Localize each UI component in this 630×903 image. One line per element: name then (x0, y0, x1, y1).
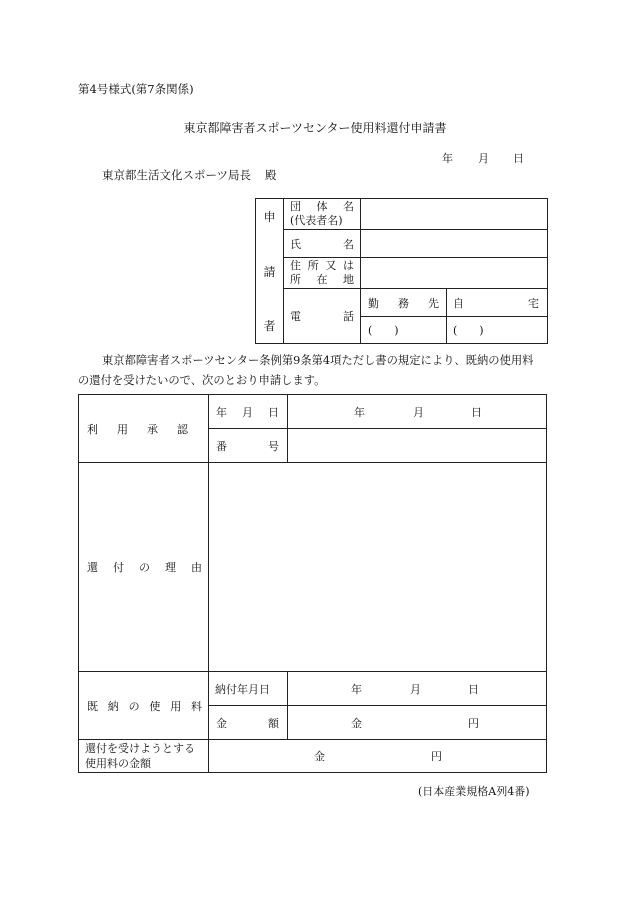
year-char: 年 (351, 682, 362, 696)
label-char: 額 (268, 716, 279, 730)
refund-label-cell (79, 740, 209, 773)
addressee (102, 167, 277, 183)
amount-prefix: 金 (351, 716, 362, 730)
refund-amount-field[interactable] (209, 740, 547, 773)
name-field[interactable] (361, 230, 548, 258)
date-year-label: 年 (442, 152, 453, 165)
label-char: 既 (87, 699, 98, 713)
applicant-table (255, 198, 548, 344)
label-char: 住 (290, 259, 301, 272)
side-char: 者 (263, 319, 276, 333)
year-char: 年 (354, 405, 365, 419)
label-char: 付 (113, 561, 124, 574)
reason-label-cell (79, 463, 209, 672)
label-char: の (139, 561, 150, 574)
label-char: 先 (428, 296, 439, 310)
side-char: 請 (263, 264, 276, 279)
label-char: 号 (268, 439, 279, 453)
paren-open: ( (368, 323, 373, 337)
label-char: 話 (343, 310, 354, 323)
label-char: 納 (107, 699, 119, 713)
label-char: 番 (216, 439, 227, 453)
representative-label: (代表者名) (290, 214, 343, 227)
paid-date-label-cell (209, 672, 288, 706)
label-char: 由 (191, 561, 202, 574)
applicant-side-label (256, 199, 284, 344)
label-char: 名 (343, 200, 354, 213)
form-title: 東京都障害者スポーツセンター使用料還付申請書 (183, 121, 447, 135)
home-label-cell (447, 289, 548, 317)
label-char: 氏 (290, 237, 301, 251)
label-char: 日 (268, 405, 279, 419)
work-phone-field[interactable] (361, 317, 447, 344)
paren-open: ( (453, 323, 458, 337)
body-line-2: の還付を受けたいので、次のとおり申請します。 (78, 374, 326, 387)
number-label-cell (209, 429, 288, 463)
label-char: の (128, 699, 140, 713)
label-char: 用 (117, 422, 128, 436)
amount-unit: 円 (431, 750, 442, 763)
label-char: 用 (170, 699, 182, 713)
approval-date-field[interactable] (288, 395, 547, 429)
number-field[interactable] (288, 429, 547, 463)
label-char: 電 (290, 310, 301, 323)
label-char: 宅 (528, 296, 539, 310)
work-label-cell (361, 289, 447, 317)
month-char: 月 (410, 682, 421, 696)
label-char: 使 (149, 699, 161, 713)
approval-date-label-cell (209, 395, 288, 429)
label-char: 年 (216, 405, 227, 419)
label-char: 金 (216, 716, 227, 730)
label-char: 認 (177, 422, 188, 436)
refund-table (78, 394, 547, 773)
label-char: 体 (316, 200, 328, 213)
address-field[interactable] (361, 258, 548, 289)
home-phone-field[interactable] (447, 317, 548, 344)
label-char: 還 (87, 561, 98, 574)
label-char: 理 (165, 561, 176, 574)
day-char: 日 (471, 405, 482, 419)
label-char: 料 (190, 699, 202, 713)
address-label-cell (284, 258, 361, 289)
name-label-cell (284, 230, 361, 258)
phone-label-cell (284, 289, 361, 344)
approval-label-cell (79, 395, 209, 463)
amount-field[interactable] (288, 706, 547, 740)
label-char: 在 (316, 273, 328, 286)
label-char: 所 (290, 273, 301, 286)
addressee-name: 東京都生活文化スポーツ局長 (102, 168, 252, 182)
amount-label-cell (209, 706, 288, 740)
label-char: 勤 (368, 296, 379, 310)
paid-date-field[interactable] (288, 672, 547, 706)
label-char: 務 (398, 296, 409, 310)
date-day-label: 日 (513, 152, 524, 165)
amount-prefix: 金 (314, 750, 325, 763)
label-char: 利 (87, 422, 98, 436)
refund-label-line-1: 還付を受けようとする (85, 742, 195, 755)
label-char: 又 (325, 259, 337, 272)
month-char: 月 (413, 405, 424, 419)
label-char: 自 (453, 296, 464, 310)
label-char: 所 (307, 259, 319, 272)
form-number: 第4号様式(第7条関係) (78, 82, 194, 96)
label-char: 団 (290, 200, 301, 213)
label-char: 名 (343, 237, 354, 251)
paper-size-note: (日本産業規格A列4番) (418, 785, 530, 798)
amount-unit: 円 (468, 716, 479, 730)
addressee-honorific: 殿 (265, 168, 277, 182)
paid-label-cell (79, 672, 209, 740)
paren-close: ) (479, 323, 484, 337)
paren-close: ) (394, 323, 399, 337)
label-char: は (342, 259, 354, 272)
label-char: 月 (242, 405, 253, 419)
refund-label-line-2: 使用料の金額 (85, 757, 151, 770)
body-line-1: 東京都障害者スポーツセンター条例第9条第4項ただし書の規定により、既納の使用料 (102, 354, 534, 367)
group-name-label-cell (284, 199, 361, 230)
paid-date-label: 納付年月日 (215, 682, 270, 696)
group-name-field[interactable] (361, 199, 548, 230)
day-char: 日 (468, 682, 479, 696)
label-char: 承 (147, 422, 158, 436)
date-month-label: 月 (478, 152, 489, 165)
reason-field[interactable] (209, 463, 547, 672)
side-char: 申 (263, 210, 276, 224)
label-char: 地 (343, 273, 354, 286)
